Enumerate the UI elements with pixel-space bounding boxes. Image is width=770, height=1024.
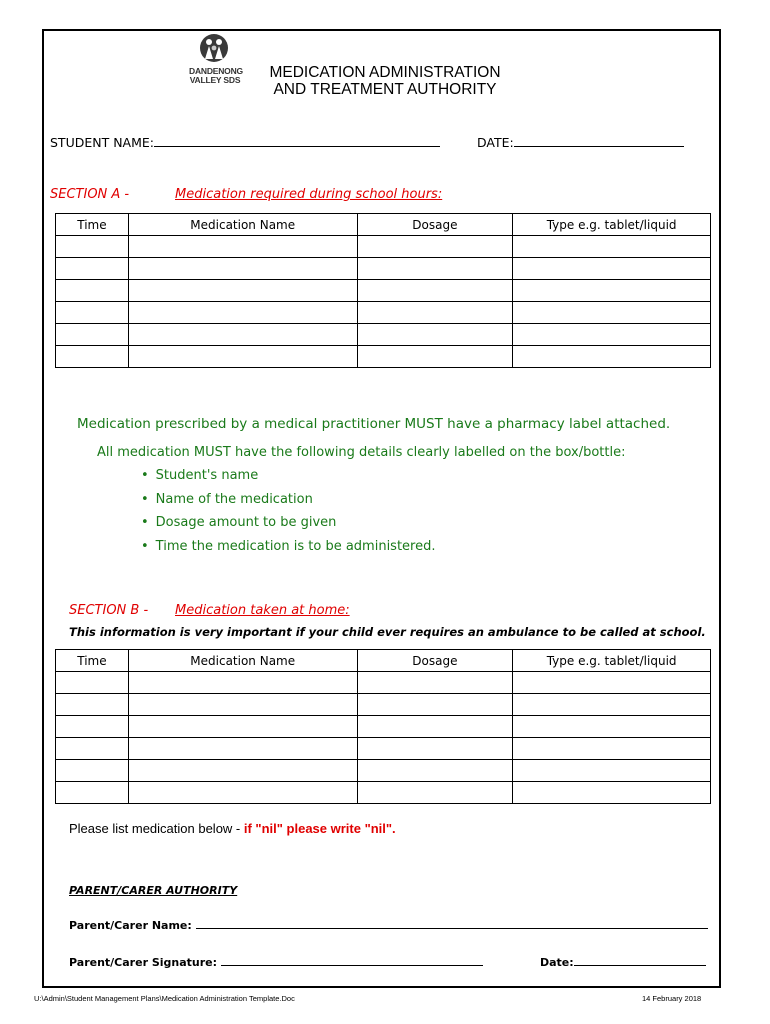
col-header-time: Time [56, 214, 129, 236]
logo-text-line2: VALLEY SDS [189, 75, 241, 85]
pharmacy-label-notice: Medication prescribed by a medical practitioner MUST have a pharmacy label attached. [77, 416, 671, 432]
parent-signature-field[interactable] [69, 956, 483, 969]
footer-file-path: U:\Admin\Student Management Plans\Medication Administration Template.Doc [34, 994, 295, 1003]
student-name-label: STUDENT NAME: [50, 135, 154, 150]
section-b-note: This information is very important if your child ever requires an ambulance to be called at school. [69, 625, 706, 639]
list-item: • Name of the medication [141, 492, 436, 516]
table-row[interactable] [56, 258, 711, 280]
list-prompt: Please list medication below - if "nil" please write "nil". [69, 821, 396, 836]
labelling-requirements: All medication MUST have the following details clearly labelled on the box/bottle: [97, 445, 626, 460]
table-row[interactable] [56, 694, 711, 716]
table-row[interactable] [56, 672, 711, 694]
col-header-type: Type e.g. tablet/liquid [513, 650, 711, 672]
table-row[interactable] [56, 738, 711, 760]
section-b-label: SECTION B - [69, 603, 149, 618]
table-row[interactable] [56, 280, 711, 302]
table-row[interactable] [56, 236, 711, 258]
col-header-dosage: Dosage [357, 214, 513, 236]
col-header-dosage: Dosage [357, 650, 513, 672]
section-a-heading: Medication required during school hours: [175, 187, 443, 202]
school-logo [189, 33, 241, 89]
logo-text-line1: DANDENONG [189, 66, 243, 76]
section-a-label: SECTION A - [50, 187, 130, 202]
col-header-type: Type e.g. tablet/liquid [513, 214, 711, 236]
parent-name-line[interactable] [196, 928, 708, 929]
table-row[interactable] [56, 716, 711, 738]
table-row[interactable] [56, 324, 711, 346]
list-item: • Dosage amount to be given [141, 515, 436, 539]
people-circle-icon [199, 33, 229, 63]
page-title-line1: MEDICATION ADMINISTRATION [269, 64, 501, 81]
col-header-medication: Medication Name [128, 214, 357, 236]
parent-signature-label: Parent/Carer Signature: [69, 956, 218, 969]
list-item: • Time the medication is to be administered. [141, 539, 436, 563]
student-name-line[interactable] [154, 146, 440, 147]
student-name-field[interactable] [50, 135, 440, 150]
school-medication-table [55, 213, 711, 368]
date-label: DATE: [477, 135, 514, 150]
footer-date: 14 February 2018 [642, 994, 702, 1003]
table-row[interactable] [56, 346, 711, 368]
nil-instruction: if "nil" please write "nil". [243, 821, 396, 836]
col-header-medication: Medication Name [128, 650, 357, 672]
requirements-list [141, 468, 436, 562]
section-b-heading: Medication taken at home: [175, 603, 350, 618]
date-field[interactable] [477, 135, 684, 150]
parent-signature-line[interactable] [221, 965, 483, 966]
table-row[interactable] [56, 782, 711, 804]
page-title-line2: AND TREATMENT AUTHORITY [273, 81, 497, 98]
parent-date-field[interactable] [540, 956, 706, 969]
date-line[interactable] [514, 146, 684, 147]
table-row[interactable] [56, 760, 711, 782]
home-medication-table [55, 649, 711, 804]
list-item: • Student's name [141, 468, 436, 492]
parent-name-field[interactable] [69, 919, 708, 932]
parent-date-line[interactable] [574, 965, 706, 966]
col-header-time: Time [56, 650, 129, 672]
parent-authority-heading: PARENT/CARER AUTHORITY [69, 884, 238, 897]
parent-name-label: Parent/Carer Name: [69, 919, 192, 932]
table-row[interactable] [56, 302, 711, 324]
parent-date-label: Date: [540, 956, 574, 969]
